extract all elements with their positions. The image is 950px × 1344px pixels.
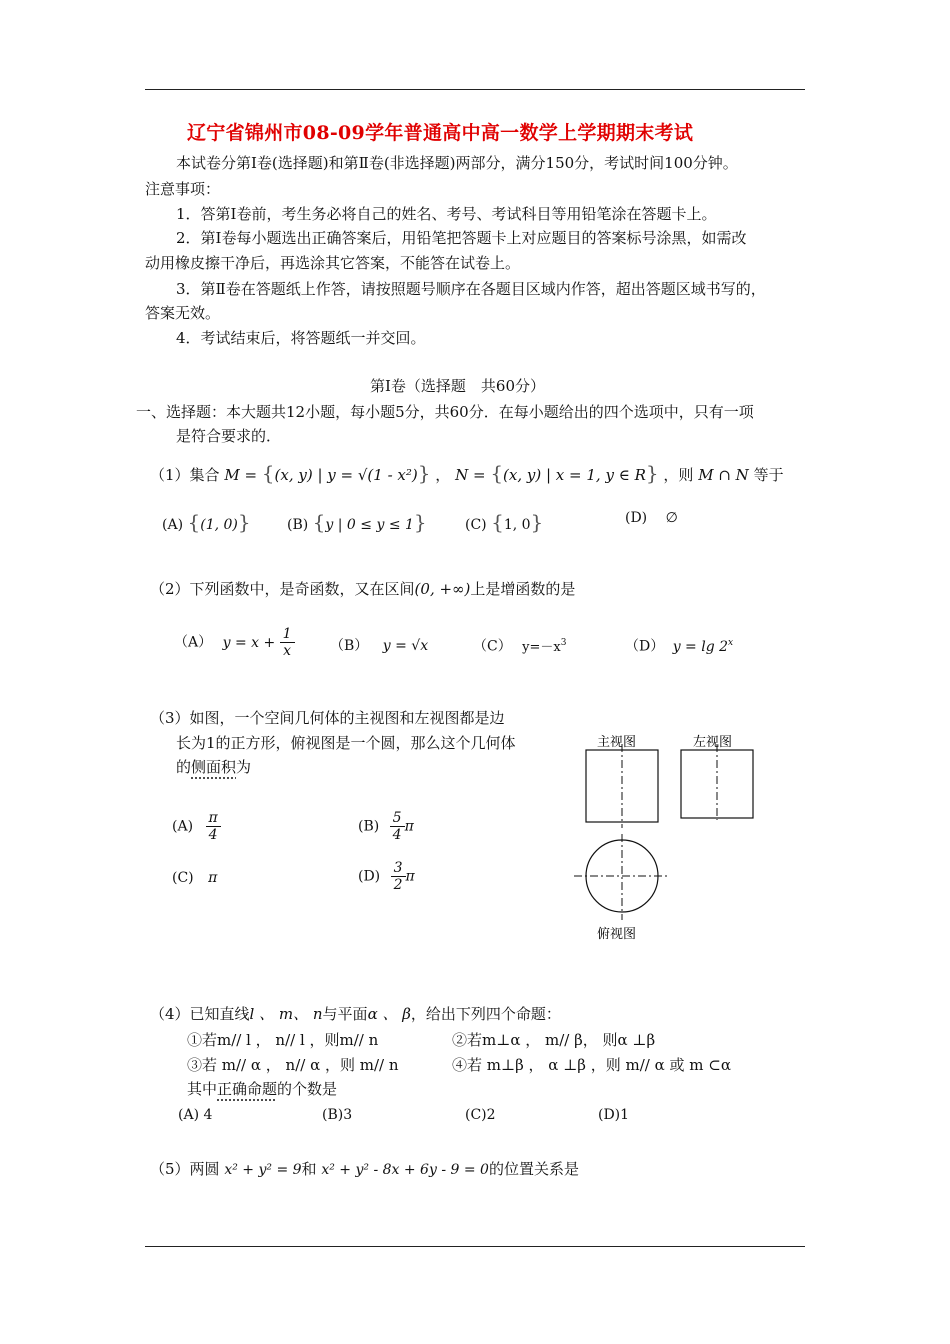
q1-option-a (162, 510, 251, 534)
option-label: (D) (358, 868, 381, 885)
fraction (280, 626, 295, 659)
section-heading: 第Ⅰ卷（选择题 共60分） (370, 377, 546, 395)
q1-stem (150, 461, 784, 485)
q1-option-b (287, 510, 427, 534)
q5-stem-b: 的位置关系是 (488, 1160, 579, 1178)
option-value: y = √x (382, 638, 429, 654)
q4-stem-c: ，给出下列四个命题： (410, 1005, 561, 1023)
q2-stem-b: 上是增函数的是 (470, 580, 576, 598)
top-view-label: 俯视图 (597, 927, 637, 942)
right-brace-icon: } (237, 510, 251, 534)
q3-stem-c3: 为 (236, 758, 252, 776)
q1-set-M: (x, y) | y = √(1 - x²) (274, 466, 418, 484)
q3-option-b (358, 810, 414, 843)
q1-option-d (625, 510, 678, 527)
q2-stem-a: （2）下列函数中，是奇函数，又在区间 (150, 580, 415, 598)
note-2a: 2．第Ⅰ卷每小题选出正确答案后，用铅笔把答题卡上对应题目的答案标号涂黑，如需改 (176, 229, 747, 247)
denominator: 4 (208, 827, 218, 843)
q3-stem-c (176, 758, 251, 776)
q5-stem (150, 1160, 579, 1179)
q4-ask-a: 其中 (187, 1080, 218, 1098)
q1-comma: ， (435, 466, 451, 484)
q4-option-d: (D)1 (598, 1107, 630, 1123)
option-value: y = x + (222, 634, 276, 651)
q4-ask (187, 1080, 337, 1098)
top-rule (145, 89, 805, 90)
option-value: y = lg 2 (672, 638, 729, 655)
note-2b: 动用橡皮擦干净后，再选涂其它答案，不能答在试卷上。 (145, 254, 521, 272)
option-label: （A） (174, 634, 213, 651)
q4-emphasis: 正确命题 (217, 1080, 278, 1098)
option-label: (B) (287, 517, 309, 533)
q4-option-c: (C)2 (465, 1107, 496, 1123)
q3-stem-a: （3）如图，一个空间几何体的主视图和左视图都是边 (150, 709, 505, 727)
option-label: （C） (473, 638, 512, 655)
q2-option-b (330, 638, 428, 655)
q4-proposition-2: ②若m⊥α ， m// β， 则α ⊥β (452, 1031, 656, 1049)
fraction (206, 810, 221, 843)
pi-symbol: π (404, 818, 414, 835)
option-label: （B） (330, 638, 369, 654)
q1-M: M = (224, 466, 262, 484)
pi-symbol: π (405, 868, 415, 885)
numerator: π (206, 810, 221, 827)
option-label: (A) (162, 517, 184, 533)
q3-option-d (358, 860, 415, 893)
note-3b: 答案无效。 (145, 304, 221, 322)
q3-option-a (172, 810, 221, 843)
q4-proposition-4: ④若 m⊥β ， α ⊥β ，则 m// α 或 m ⊂α (452, 1056, 731, 1074)
q5-equation-1: x² + y² = 9 (224, 1162, 302, 1178)
denominator: 4 (392, 827, 402, 843)
q4-planes: α 、 β (367, 1005, 411, 1023)
left-view-figure (680, 740, 760, 820)
denominator: x (283, 643, 292, 659)
q4-stem (150, 1005, 561, 1023)
option-label: （D） (625, 638, 665, 655)
exponent: x (728, 638, 734, 648)
q3-emphasis: 侧面积 (191, 758, 237, 776)
page-title: 辽宁省锦州市08-09学年普通高中高一数学上学期期末考试 (187, 122, 694, 144)
fraction (391, 860, 406, 893)
q2-interval: (0, +∞) (414, 580, 471, 598)
q4-option-a: (A) 4 (178, 1107, 213, 1123)
right-brace-icon: } (413, 510, 427, 534)
left-brace-icon: { (312, 510, 326, 534)
intro-line: 本试卷分第Ⅰ卷(选择题)和第Ⅱ卷(非选择题)两部分，满分150分，考试时间100分钟。 (176, 154, 738, 172)
q3-option-c (172, 870, 217, 887)
left-brace-icon: { (261, 461, 275, 485)
left-brace-icon: { (491, 510, 504, 534)
option-label: (A) (172, 818, 194, 835)
q4-lines: l 、 m、 n (249, 1005, 323, 1023)
denominator: 2 (393, 877, 403, 893)
option-value: (1, 0) (200, 517, 238, 533)
left-brace-icon: { (187, 510, 201, 534)
numerator: 1 (280, 626, 295, 643)
option-value: y=－x (522, 639, 561, 655)
right-brace-icon: } (417, 461, 431, 485)
q1-option-c (465, 510, 543, 534)
section-instructions-a: 一、选择题：本大题共12小题，每小题5分，共60分．在每小题给出的四个选项中，只有一项 (136, 403, 754, 421)
q3-stem-c1: 的 (176, 758, 192, 776)
left-view-label: 左视图 (693, 735, 733, 750)
q2-option-a (174, 626, 295, 659)
q2-option-d (625, 638, 733, 655)
option-label: (C) (465, 517, 487, 533)
right-brace-icon: } (530, 510, 544, 534)
q5-and: 和 (301, 1160, 317, 1178)
note-1: 1．答第Ⅰ卷前，考生务必将自己的姓名、考号、考试科目等用铅笔涂在答题卡上。 (176, 205, 717, 223)
q1-tail: ，则 (663, 466, 694, 484)
numerator: 5 (390, 810, 405, 827)
q2-stem (150, 580, 575, 598)
q4-proposition-1: ①若m// l ， n// l ，则m// n (187, 1031, 379, 1049)
q4-proposition-3: ③若 m// α ， n// α ，则 m// n (187, 1056, 399, 1074)
option-label: (D) (625, 510, 648, 526)
right-brace-icon: } (645, 461, 659, 485)
option-value: π (208, 870, 218, 886)
empty-set-icon: ∅ (665, 510, 678, 526)
q1-ask: 等于 (753, 466, 784, 484)
section-instructions-b: 是符合要求的． (176, 427, 282, 445)
notes-title: 注意事项： (145, 180, 221, 198)
q1-N: N = (455, 466, 491, 484)
option-label: (B) (358, 818, 380, 835)
q5-equation-2: x² + y² - 8x + 6y - 9 = 0 (321, 1162, 489, 1178)
option-value: y | 0 ≤ y ≤ 1 (325, 517, 414, 533)
note-4: 4．考试结束后，将答题纸一并交回。 (176, 329, 426, 347)
left-brace-icon: { (490, 461, 504, 485)
option-value: 1, 0 (503, 517, 531, 533)
q4-option-b: (B)3 (322, 1107, 353, 1123)
option-label: (C) (172, 870, 194, 886)
note-3a: 3．第Ⅱ卷在答题纸上作答，请按照题号顺序在各题目区域内作答，超出答题区域书写的， (176, 280, 766, 298)
bottom-rule (145, 1246, 805, 1247)
numerator: 3 (391, 860, 406, 877)
q5-stem-a: （5）两圆 (150, 1160, 220, 1178)
front-view-label: 主视图 (597, 735, 637, 750)
q4-ask-c: 的个数是 (277, 1080, 338, 1098)
q1-number: （1）集合 (150, 466, 220, 484)
q1-intersection: M ∩ N (698, 466, 749, 484)
q1-set-N: (x, y) | x = 1, y ∈ R (503, 466, 646, 484)
fraction (390, 810, 405, 843)
q4-stem-a: （4）已知直线 (150, 1005, 250, 1023)
q2-option-c (473, 638, 566, 655)
exponent: 3 (560, 638, 567, 648)
q3-stem-b: 长为1的正方形，俯视图是一个圆，那么这个几何体 (176, 734, 516, 752)
q4-stem-b: 与平面 (322, 1005, 368, 1023)
